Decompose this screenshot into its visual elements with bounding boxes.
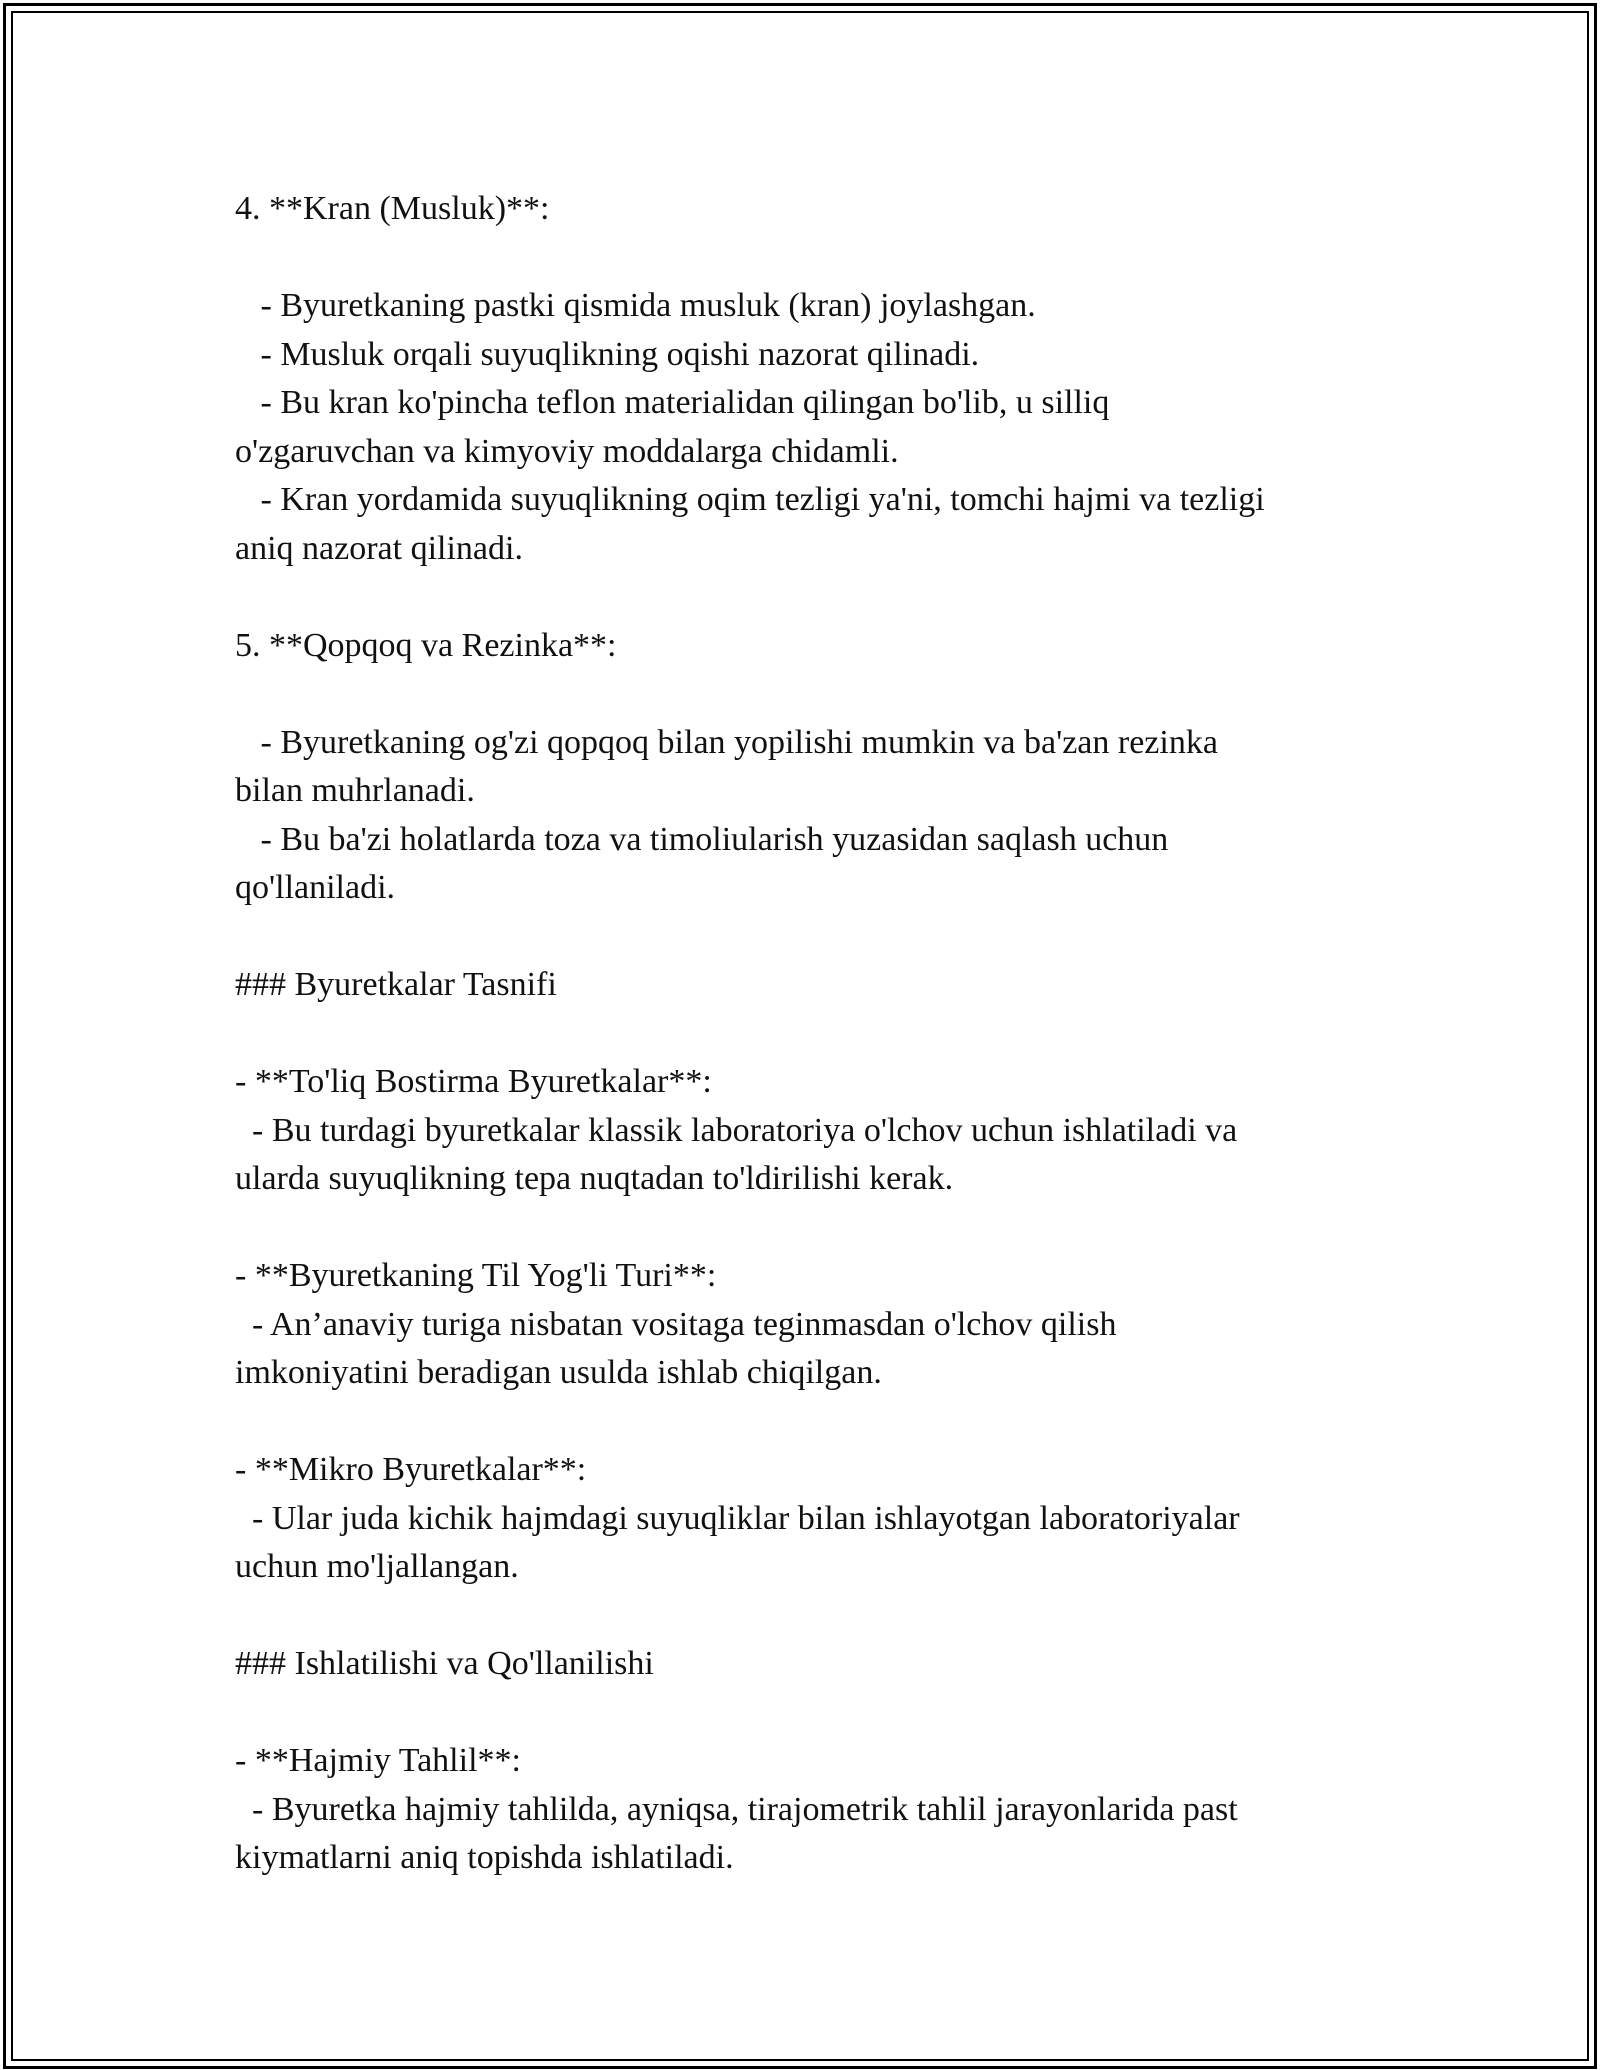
blank-line xyxy=(235,913,1385,962)
text-line: bilan muhrlanadi. xyxy=(235,772,475,809)
text-line: o'zgaruvchan va kimyoviy moddalarga chidamli. xyxy=(235,432,899,470)
blank-line xyxy=(235,1592,1385,1641)
blank-line xyxy=(235,1398,1385,1447)
text-line: 5. **Qopqoq va Rezinka**: xyxy=(235,626,617,664)
text-line: - Bu kran ko'pincha teflon materialidan qilingan bo'lib, u silliq xyxy=(235,384,1110,421)
blank-line xyxy=(235,573,1385,622)
text-line: 4. **Kran (Musluk)**: xyxy=(235,190,550,227)
text-line: aniq nazorat qilinadi. xyxy=(235,529,523,567)
document-body xyxy=(235,185,1385,1883)
text-line: imkoniyatini beradigan usulda ishlab chiqilgan. xyxy=(235,1354,882,1391)
text-line: - **Mikro Byuretkalar**: xyxy=(235,1451,587,1488)
text-line: qo'llaniladi. xyxy=(235,869,396,906)
section-heading: ### Byuretkalar Tasnifi xyxy=(235,966,557,1003)
text-line: kiymatlarni aniq topishda ishlatiladi. xyxy=(235,1839,734,1876)
blank-line xyxy=(235,234,1385,283)
blank-line xyxy=(235,670,1385,719)
blank-line xyxy=(235,1010,1385,1059)
text-line: - Byuretkaning pastki qismida musluk (kran) joylashgan. xyxy=(235,287,1036,324)
text-line: - **Hajmiy Tahlil**: xyxy=(235,1742,521,1779)
text-line: - Byuretka hajmiy tahlilda, ayniqsa, tirajometrik tahlil jarayonlarida past xyxy=(235,1790,1238,1828)
blank-line xyxy=(235,1689,1385,1738)
text-line: - Byuretkaning og'zi qopqoq bilan yopilishi mumkin va ba'zan rezinka xyxy=(235,723,1218,761)
text-line: - **To'liq Bostirma Byuretkalar**: xyxy=(235,1063,712,1100)
text-line: - Bu ba'zi holatlarda toza va timoliularish yuzasidan saqlash uchun xyxy=(235,820,1169,858)
section-heading: ### Ishlatilishi va Qo'llanilishi xyxy=(235,1645,654,1682)
text-line: ularda suyuqlikning tepa nuqtadan to'ldirilishi kerak. xyxy=(235,1160,954,1197)
text-line: - Bu turdagi byuretkalar klassik laboratoriya o'lchov uchun ishlatiladi va xyxy=(235,1111,1238,1149)
blank-line xyxy=(235,1204,1385,1253)
text-line: uchun mo'ljallangan. xyxy=(235,1548,519,1585)
text-line: - Ular juda kichik hajmdagi suyuqliklar bilan ishlayotgan laboratoriyalar xyxy=(235,1499,1240,1537)
text-line: - An’anaviy turiga nisbatan vositaga teginmasdan o'lchov qilish xyxy=(235,1305,1117,1343)
text-line: - **Byuretkaning Til Yog'li Turi**: xyxy=(235,1257,717,1294)
text-line: - Kran yordamida suyuqlikning oqim tezligi ya'ni, tomchi hajmi va tezligi xyxy=(235,481,1265,518)
text-line: - Musluk orqali suyuqlikning oqishi nazorat qilinadi. xyxy=(235,335,980,373)
